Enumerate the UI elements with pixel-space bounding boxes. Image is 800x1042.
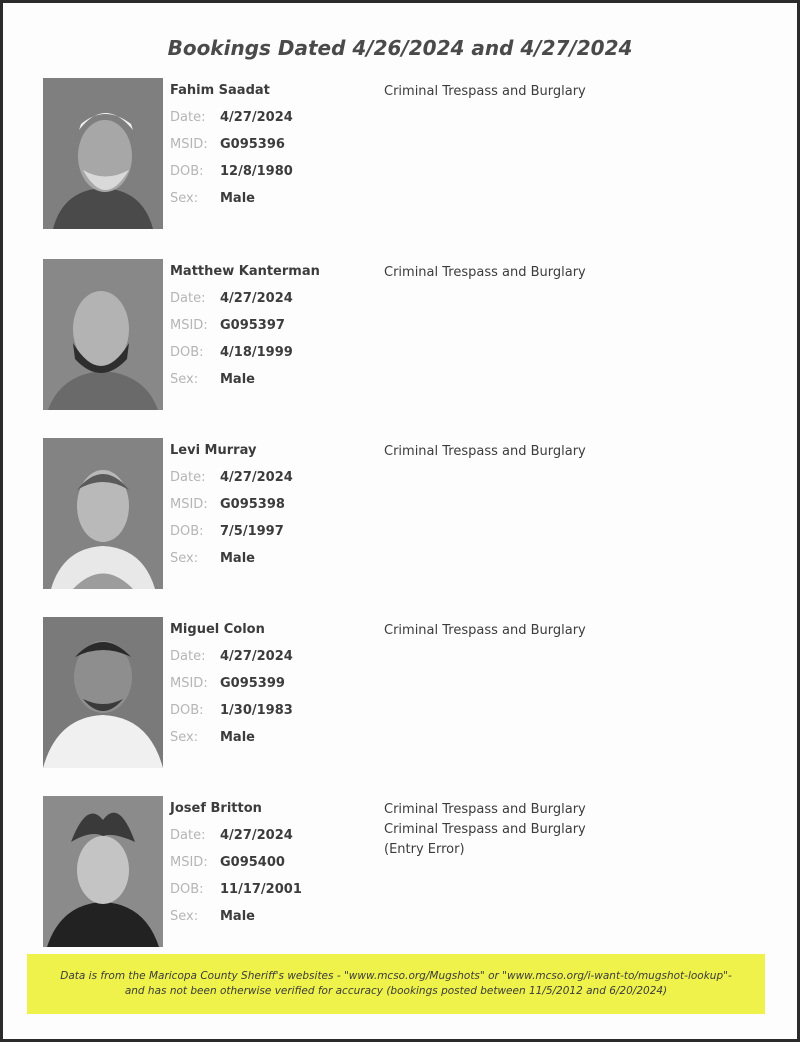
date-value: 4/27/2024 — [220, 470, 293, 485]
charge-item: Criminal Trespass and Burglary — [384, 265, 586, 280]
charges-list — [384, 621, 586, 641]
date-label: Date: — [170, 828, 206, 843]
sex-value: Male — [220, 372, 255, 387]
msid-value: G095396 — [220, 137, 285, 152]
date-value: 4/27/2024 — [220, 828, 293, 843]
booking-record — [3, 796, 797, 956]
dob-label: DOB: — [170, 703, 204, 718]
dob-value: 1/30/1983 — [220, 703, 293, 718]
sex-value: Male — [220, 730, 255, 745]
mugshot-photo — [43, 796, 163, 947]
dob-label: DOB: — [170, 882, 204, 897]
msid-label: MSID: — [170, 137, 208, 152]
charge-item: Criminal Trespass and Burglary — [384, 822, 586, 837]
msid-label: MSID: — [170, 318, 208, 333]
charges-list — [384, 442, 586, 462]
msid-label: MSID: — [170, 855, 208, 870]
sex-label: Sex: — [170, 730, 199, 745]
booking-date-field — [170, 649, 293, 664]
sex-field — [170, 372, 255, 387]
charge-item: Criminal Trespass and Burglary — [384, 84, 586, 99]
date-value: 4/27/2024 — [220, 110, 293, 125]
dob-label: DOB: — [170, 345, 204, 360]
msid-field — [170, 318, 285, 333]
person-name: Miguel Colon — [170, 622, 265, 637]
booking-date-field — [170, 470, 293, 485]
dob-field — [170, 164, 293, 179]
sex-value: Male — [220, 909, 255, 924]
dob-value: 12/8/1980 — [220, 164, 293, 179]
booking-date-field — [170, 828, 293, 843]
sex-label: Sex: — [170, 909, 199, 924]
mugshot-photo — [43, 438, 163, 589]
msid-value: G095400 — [220, 855, 285, 870]
msid-label: MSID: — [170, 676, 208, 691]
sex-value: Male — [220, 191, 255, 206]
dob-label: DOB: — [170, 164, 204, 179]
dob-field — [170, 703, 293, 718]
charges-list — [384, 82, 586, 102]
sex-field — [170, 909, 255, 924]
person-name: Matthew Kanterman — [170, 264, 320, 279]
mugshot-photo — [43, 259, 163, 410]
sex-field — [170, 730, 255, 745]
booking-date-field — [170, 110, 293, 125]
charge-item: Criminal Trespass and Burglary — [384, 802, 586, 817]
charges-list — [384, 263, 586, 283]
msid-value: G095398 — [220, 497, 285, 512]
document-page — [3, 3, 797, 1039]
msid-label: MSID: — [170, 497, 208, 512]
disclaimer-line-2: and has not been otherwise verified for accuracy (bookings posted between 11/5/2012 and 6/20/2024) — [124, 985, 668, 997]
booking-record — [3, 78, 797, 238]
date-label: Date: — [170, 110, 206, 125]
sex-field — [170, 191, 255, 206]
person-name: Fahim Saadat — [170, 83, 270, 98]
dob-field — [170, 882, 302, 897]
disclaimer-banner — [27, 954, 765, 1014]
mugshot-photo — [43, 78, 163, 229]
sex-field — [170, 551, 255, 566]
charge-item: Criminal Trespass and Burglary — [384, 623, 586, 638]
msid-field — [170, 497, 285, 512]
person-name: Josef Britton — [170, 801, 262, 816]
dob-value: 7/5/1997 — [220, 524, 284, 539]
booking-record — [3, 259, 797, 419]
charges-list — [384, 800, 586, 860]
sex-value: Male — [220, 551, 255, 566]
msid-value: G095397 — [220, 318, 285, 333]
msid-field — [170, 855, 285, 870]
date-label: Date: — [170, 291, 206, 306]
booking-record — [3, 617, 797, 777]
msid-field — [170, 137, 285, 152]
dob-field — [170, 524, 284, 539]
disclaimer-line-1: Data is from the Maricopa County Sheriff's websites - "www.mcso.org/Mugshots" or "www.mcso.org/i-want-to/mugshot-lookup"- — [60, 970, 732, 982]
dob-value: 11/17/2001 — [220, 882, 302, 897]
dob-label: DOB: — [170, 524, 204, 539]
sex-label: Sex: — [170, 191, 199, 206]
dob-value: 4/18/1999 — [220, 345, 293, 360]
msid-value: G095399 — [220, 676, 285, 691]
person-name: Levi Murray — [170, 443, 257, 458]
mugshot-photo — [43, 617, 163, 768]
sex-label: Sex: — [170, 551, 199, 566]
msid-field — [170, 676, 285, 691]
charge-item: Criminal Trespass and Burglary — [384, 444, 586, 459]
dob-field — [170, 345, 293, 360]
booking-record — [3, 438, 797, 598]
date-label: Date: — [170, 470, 206, 485]
page-title: Bookings Dated 4/26/2024 and 4/27/2024 — [167, 36, 633, 60]
date-value: 4/27/2024 — [220, 291, 293, 306]
date-value: 4/27/2024 — [220, 649, 293, 664]
sex-label: Sex: — [170, 372, 199, 387]
charge-item: (Entry Error) — [384, 842, 465, 857]
booking-date-field — [170, 291, 293, 306]
date-label: Date: — [170, 649, 206, 664]
